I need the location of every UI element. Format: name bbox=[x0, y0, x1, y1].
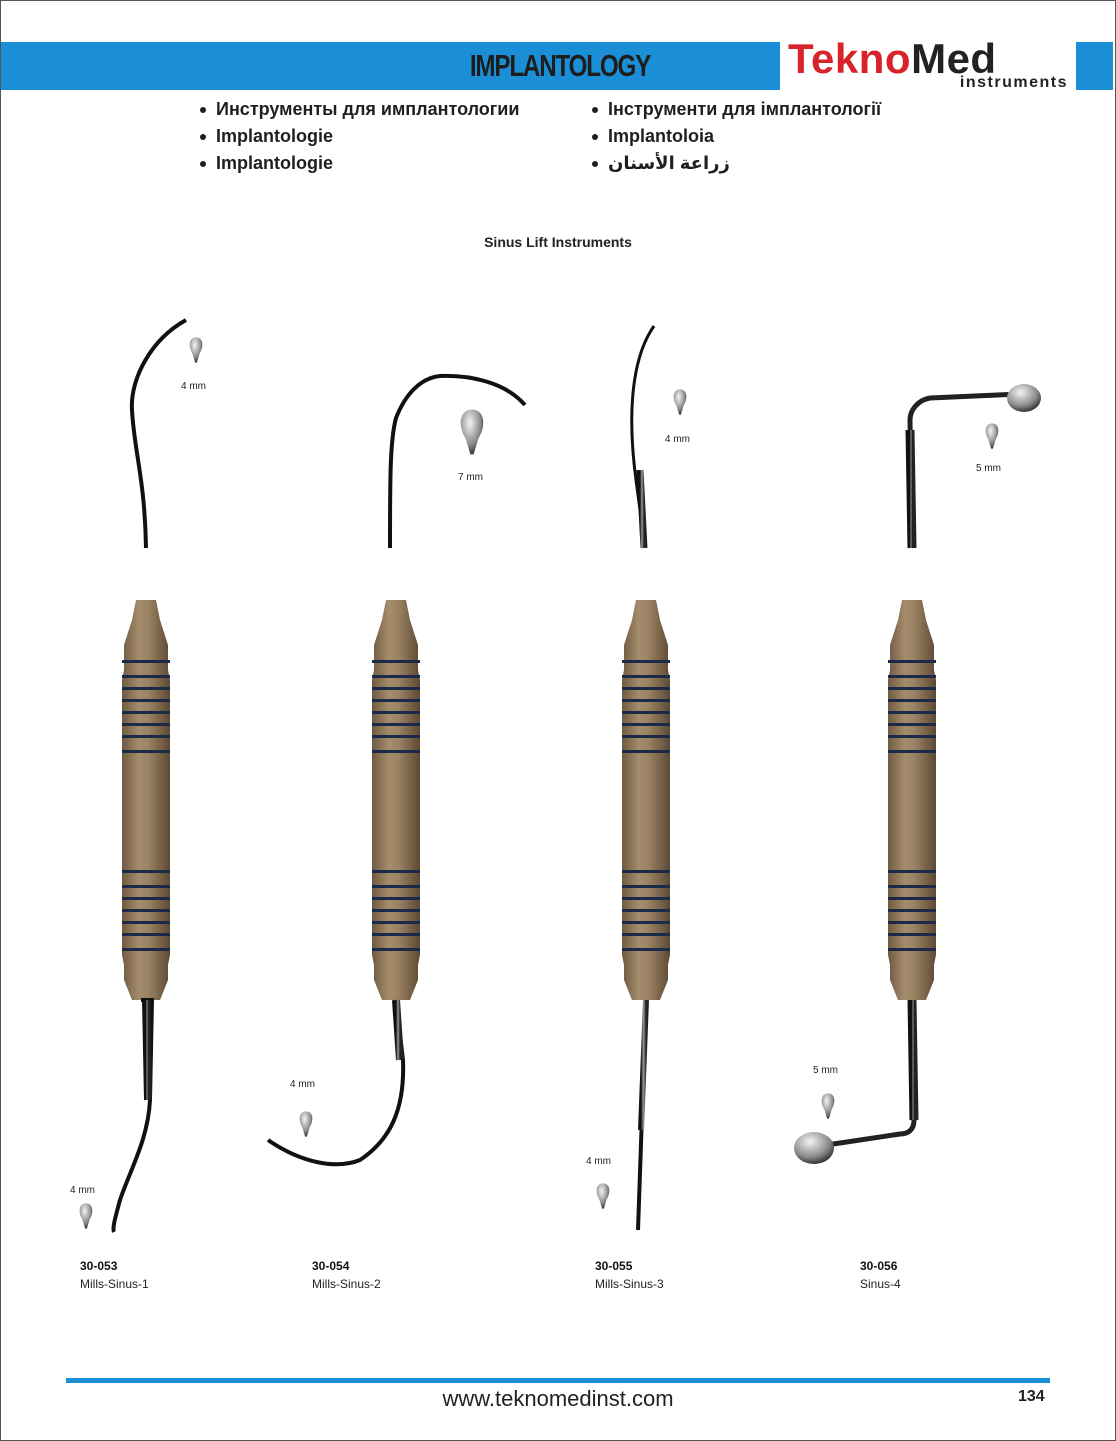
tip-size-label: 4 mm bbox=[665, 434, 690, 445]
tip-size-label: 4 mm bbox=[70, 1185, 95, 1196]
footer-divider bbox=[66, 1378, 1050, 1383]
page-number: 134 bbox=[1018, 1388, 1045, 1405]
item-code: 30-056 bbox=[860, 1259, 898, 1273]
footer-website-link[interactable]: www.teknomedinst.com bbox=[442, 1386, 674, 1411]
tip-size-label: 4 mm bbox=[290, 1079, 315, 1090]
tip-size-label: 7 mm bbox=[458, 472, 483, 483]
instrument-30-054-image bbox=[268, 376, 525, 1164]
instrument-30-055-image bbox=[597, 326, 687, 1230]
tip-size-label: 5 mm bbox=[813, 1065, 838, 1076]
section-title: IMPLANTOLOGY bbox=[469, 48, 651, 83]
tip-size-label: 4 mm bbox=[586, 1156, 611, 1167]
item-name: Mills-Sinus-3 bbox=[595, 1277, 664, 1291]
item-name: Mills-Sinus-1 bbox=[80, 1277, 149, 1291]
language-item: Инструменты для имплантологии bbox=[200, 97, 519, 124]
item-name: Sinus-4 bbox=[860, 1277, 901, 1291]
item-code: 30-054 bbox=[312, 1259, 350, 1273]
item-name: Mills-Sinus-2 bbox=[312, 1277, 381, 1291]
instrument-30-053-image bbox=[80, 320, 203, 1232]
item-code: 30-055 bbox=[595, 1259, 633, 1273]
logo-part-2: Med bbox=[911, 35, 997, 82]
tip-size-label: 4 mm bbox=[181, 381, 206, 392]
language-item: زراعة الأسنان bbox=[592, 151, 881, 178]
language-item: Implantologie bbox=[200, 151, 519, 178]
logo-subtitle: instruments bbox=[959, 74, 1068, 91]
section-subtitle: Sinus Lift Instruments bbox=[484, 234, 632, 250]
language-item: Implantoloia bbox=[592, 124, 881, 151]
language-item: Implantologie bbox=[200, 124, 519, 151]
language-item: Інструменти для імплантології bbox=[592, 97, 881, 124]
item-code: 30-053 bbox=[80, 1259, 118, 1273]
instrument-30-056-image bbox=[794, 384, 1041, 1164]
logo-part-1: Tekno bbox=[788, 35, 912, 82]
tip-size-label: 5 mm bbox=[976, 463, 1001, 474]
